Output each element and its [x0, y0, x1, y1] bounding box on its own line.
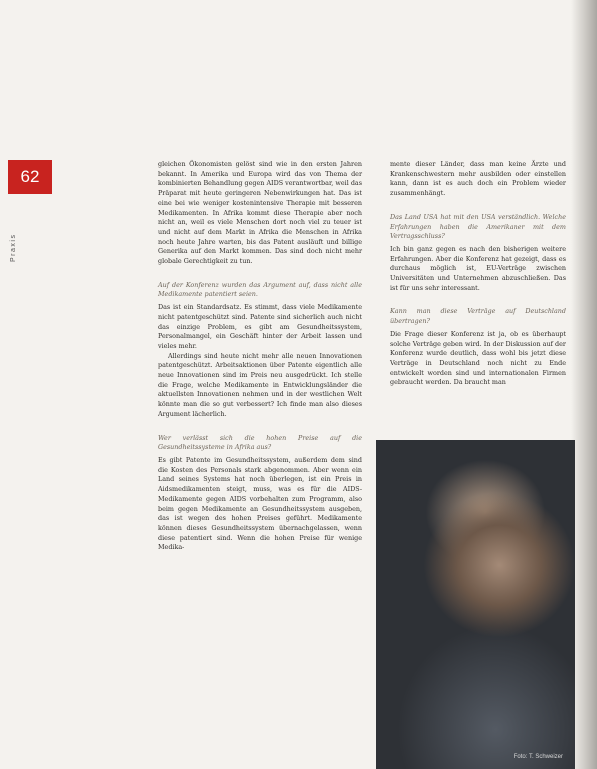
portrait-photo	[376, 440, 575, 769]
paragraph: gleichen Ökonomisten gelöst sind wie in den ersten Jahren bekannt. In Amerika und Europa wird das von Thema der kombinierten Behandlung gegen AIDS verantwortbar, weil das Präparat mit heute geringeren Nebenwirkungen hat. Das ist eine bei wie weniger kostenintensive Therapie mit besseren Medikamenten. In Afrika kommt diese Therapie aber noch nicht an, weil es viele Menschen dort noch viel zu teuer ist und nicht auf dem Markt in Afrika die Menschen in Afrika noch heute Jahre warten, bis das Patent ausläuft und billige Generika auf den Markt kommen. Das sind doch nicht mehr globale Gerechtigkeit zu tun.	[158, 160, 362, 266]
paragraph: Die Frage dieser Konferenz ist ja, ob es überhaupt solche Verträge geben wird. In der Diskussion auf der Konferenz wurde deutlich, dass wohl bis jetzt diese Verträge in Deutschland noch nicht zu Ende entwickelt worden sind und internationalen Firmen gebraucht werden. Da braucht man	[390, 329, 566, 387]
paragraph: Es gibt Patente im Gesundheitssystem, außerdem dem sind die Kosten des Personals stark abgenommen. Aber wenn ein Land seines Systems hat noch überlegen, ist ein Preis in Aidsmedikamenten steigt, muss, was es für die AIDS-Medikamente gegen AIDS vorbehalten zum Programm, also beim gegen Medikamente an Gesundheitssystem ausgeben, das ist wegen des hohen Preises geführt. Medikamente können dieses Gesundheitssystem übernachgelassen, wenn diese patentiert sind. Wenn die hohen Preise für wenige Medika-	[158, 455, 362, 552]
page-number: 62	[8, 160, 52, 194]
paragraph: Ich bin ganz gegen es nach den bisherigen weitere Erfahrungen. Aber die Konferenz hat gezeigt, dass es durchaus möglich ist, EU-Verträge zwischen Universitäten und Unternehmen abzuschließen. Das ist für uns sehr interessant.	[390, 244, 566, 292]
interview-question: Kann man diese Verträge auf Deutschland übertragen?	[390, 307, 566, 326]
section-label: Praxis	[10, 233, 17, 262]
paragraph: mente dieser Länder, dass man keine Ärzte und Krankenschwestern mehr ausbilden oder einstellen kann, dann ist es auch doch ein Problem wieder zusammenhängt.	[390, 160, 566, 198]
interview-question: Auf der Konferenz wurden das Argument auf, dass nicht alle Medikamente patentiert seien.	[158, 280, 362, 299]
paragraph: Allerdings sind heute nicht mehr alle neuen Innovationen patentgeschützt. Arbeitsaktionen über Patente eigentlich alle neue Innovationen sind im Preis neu ausgedrückt. Ich stelle die Frage, welche Medikamente in Entwicklungsländer die aktuellsten Innovationen nehmen und in der westlichen Welt könnte man die so gut verbessert? Ich finde man also dieses Argument lächerlich.	[158, 351, 362, 418]
text-column-right	[390, 160, 566, 388]
interview-question: Das Land USA hat mit den USA verständlich. Welche Erfahrungen haben die Amerikaner mit dem Vertragsschluss?	[390, 212, 566, 241]
photo-credit: Foto: T. Schweizer	[513, 754, 563, 760]
interview-question: Wer verlässt sich die hohen Preise auf die Gesundheitssysteme in Afrika aus?	[158, 433, 362, 452]
paragraph: Das ist ein Standardsatz. Es stimmt, dass viele Medikamente nicht patentgeschützt sind. Patente sind sicherlich auch nicht das einzige Problem, es gibt am Gesundheitssystem, Personalmangel, ein Geschäft hinter der Arbeit lassen und vieles mehr.	[158, 303, 362, 350]
text-column-left	[158, 160, 362, 553]
